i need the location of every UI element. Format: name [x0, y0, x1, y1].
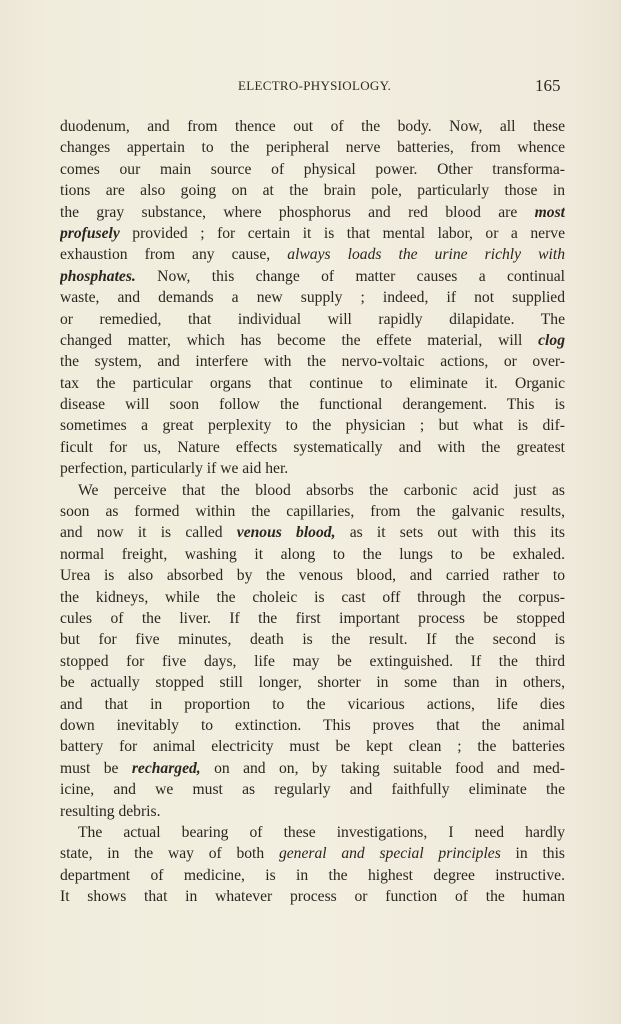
text-segment: must be — [60, 759, 132, 777]
body-text — [60, 116, 565, 907]
text-line — [60, 180, 565, 201]
text-line — [60, 287, 565, 308]
text-segment: tions are also going on at the brain pole, particularly those in — [60, 182, 565, 200]
text-segment: department of medicine, is in the highest degree instructive. — [60, 866, 565, 884]
page-number: 165 — [535, 76, 561, 95]
text-line — [60, 480, 565, 501]
text-segment: perfection, particularly if we aid her. — [60, 460, 289, 478]
emphasis-segment: recharged, — [131, 759, 201, 777]
text-segment: duodenum, and from thence out of the body. Now, all these — [60, 118, 565, 135]
text-segment: provided ; for certain it is that mental labor, or a nerve — [119, 224, 565, 242]
text-segment: The actual bearing of these investigations, I need hardly — [78, 823, 565, 841]
text-segment: comes our main source of physical power. Other transforma- — [60, 160, 565, 178]
text-segment: changes appertain to the peripheral nerve batteries, from whence — [60, 139, 565, 157]
text-line — [60, 587, 565, 608]
text-line — [60, 223, 565, 244]
text-segment: state, in the way of both — [60, 845, 279, 863]
text-line — [60, 458, 565, 479]
text-line — [60, 715, 565, 736]
text-segment: as it sets out with this its — [335, 524, 565, 542]
text-line — [60, 608, 565, 629]
text-segment: resulting debris. — [60, 802, 161, 820]
text-line — [60, 779, 565, 800]
text-line — [60, 565, 565, 586]
text-line — [60, 694, 565, 715]
emphasis-segment: venous blood, — [236, 524, 336, 542]
text-segment: but for five minutes, death is the result. If the second is — [60, 631, 565, 649]
text-segment: Now, this change of matter causes a continual — [135, 267, 565, 285]
text-line — [60, 865, 565, 886]
emphasis-segment: most — [534, 203, 565, 221]
text-segment: be actually stopped still longer, shorter in some than in others, — [60, 674, 565, 692]
text-segment: It shows that in whatever process or function of the human — [60, 888, 565, 906]
text-line — [60, 822, 565, 843]
text-segment: battery for animal electricity must be kept clean ; the batteries — [60, 738, 565, 756]
text-line — [60, 244, 565, 265]
text-segment: sometimes a great perplexity to the physician ; but what is dif- — [60, 417, 565, 435]
text-segment: waste, and demands a new supply ; indeed, if not supplied — [60, 289, 565, 307]
text-segment: the system, and interfere with the nervo-voltaic actions, or over- — [60, 353, 565, 371]
emphasis-segment: clog — [538, 331, 565, 349]
text-line — [60, 651, 565, 672]
running-title: ELECTRO-PHYSIOLOGY. — [238, 78, 392, 93]
text-segment: the kidneys, while the choleic is cast off through the corpus- — [60, 588, 565, 606]
page-header — [0, 76, 621, 98]
text-segment: down inevitably to extinction. This proves that the animal — [60, 716, 565, 734]
text-line — [60, 629, 565, 650]
text-line — [60, 544, 565, 565]
text-segment: We perceive that the blood absorbs the carbonic acid just as — [78, 481, 565, 499]
text-segment: normal freight, washing it along to the lungs to be exhaled. — [60, 545, 565, 563]
text-segment: cules of the liver. If the first important process be stopped — [60, 609, 565, 627]
text-line — [60, 330, 565, 351]
text-segment: Urea is also absorbed by the venous blood, and carried rather to — [60, 567, 565, 585]
text-segment: stopped for five days, life may be extinguished. If the third — [60, 652, 565, 670]
text-line — [60, 351, 565, 372]
emphasis-segment: general and special principles — [278, 845, 501, 863]
text-line — [60, 758, 565, 779]
text-segment: icine, and we must as regularly and faithfully eliminate the — [60, 781, 565, 799]
text-segment: and that in proportion to the vicarious actions, life dies — [60, 695, 565, 713]
text-line — [60, 736, 565, 757]
text-segment: the gray substance, where phosphorus and red blood are — [60, 203, 535, 221]
text-line — [60, 672, 565, 693]
text-line — [60, 843, 565, 864]
text-segment: soon as formed within the capillaries, from the galvanic results, — [60, 503, 565, 521]
emphasis-segment: profusely — [60, 224, 120, 242]
emphasis-segment: phosphates. — [60, 267, 136, 285]
text-segment: on and on, by taking suitable food and med- — [200, 759, 565, 777]
text-segment: tax the particular organs that continue to eliminate it. Organic — [60, 374, 565, 392]
text-line — [60, 522, 565, 543]
text-line — [60, 437, 565, 458]
emphasis-segment: always loads the urine richly with — [287, 246, 565, 264]
text-segment: ficult for us, Nature effects systematically and with the greatest — [60, 438, 565, 456]
text-line — [60, 137, 565, 158]
text-line — [60, 373, 565, 394]
text-segment: disease will soon follow the functional derangement. This is — [60, 396, 565, 414]
text-line — [60, 394, 565, 415]
text-line — [60, 501, 565, 522]
text-segment: or remedied, that individual will rapidly dilapidate. The — [60, 310, 565, 328]
text-line — [60, 309, 565, 330]
text-segment: changed matter, which has become the effete material, will — [60, 331, 539, 349]
text-line — [60, 415, 565, 436]
text-line — [60, 266, 565, 287]
text-line — [60, 159, 565, 180]
text-line — [60, 116, 565, 137]
text-segment: exhaustion from any cause, — [60, 246, 288, 264]
text-segment: and now it is called — [60, 524, 237, 542]
text-line — [60, 801, 565, 822]
text-segment: in this — [500, 845, 565, 863]
text-line — [60, 202, 565, 223]
text-line — [60, 886, 565, 907]
